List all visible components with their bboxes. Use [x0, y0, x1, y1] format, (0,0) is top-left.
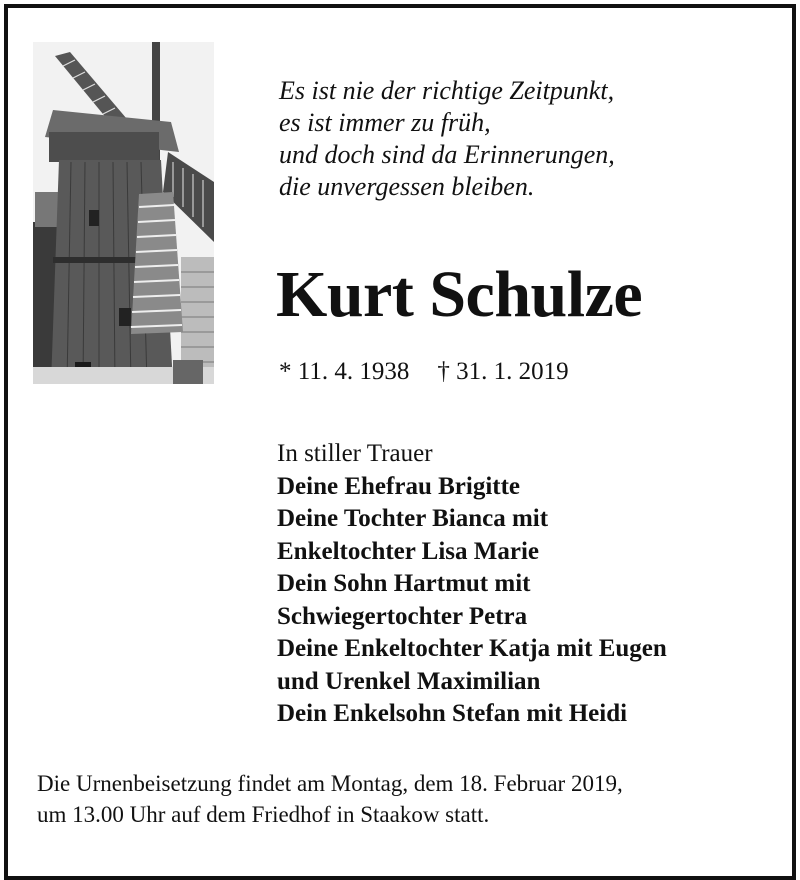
mourner-line: Dein Sohn Hartmut mit: [277, 570, 531, 597]
mourners-list: [277, 438, 667, 731]
windmill-icon: [33, 42, 214, 384]
funeral-notice: [37, 768, 623, 830]
poem-line: Es ist nie der richtige Zeitpunkt,: [279, 76, 615, 105]
mourner-line: Deine Tochter Bianca mit: [277, 505, 549, 532]
birth-date: * 11. 4. 1938: [279, 358, 410, 385]
mourner-line: Dein Enkelsohn Stefan mit Heidi: [277, 700, 628, 727]
mourner-line: Enkeltochter Lisa Marie: [277, 537, 539, 565]
poem-line: es ist immer zu früh,: [279, 108, 491, 137]
notice-line: Die Urnenbeisetzung findet am Montag, dem 18. Februar 2019,: [37, 771, 623, 796]
life-dates: [279, 357, 569, 387]
deceased-name: Kurt Schulze: [276, 258, 643, 331]
death-date: † 31. 1. 2019: [437, 358, 569, 385]
memorial-poem: [279, 75, 615, 203]
mourner-line: und Urenkel Maximilian: [277, 667, 541, 695]
notice-line: um 13.00 Uhr auf dem Friedhof in Staakow statt.: [37, 802, 490, 827]
windmill-photo: [33, 42, 214, 384]
mourner-line: Deine Enkeltochter Katja mit Eugen: [277, 635, 667, 662]
mourning-intro: In stiller Trauer: [277, 440, 433, 467]
poem-line: und doch sind da Erinnerungen,: [279, 140, 615, 169]
poem-line: die unvergessen bleiben.: [279, 172, 535, 201]
mourner-line: Deine Ehefrau Brigitte: [277, 472, 521, 500]
mourner-line: Schwiegertochter Petra: [277, 602, 528, 630]
